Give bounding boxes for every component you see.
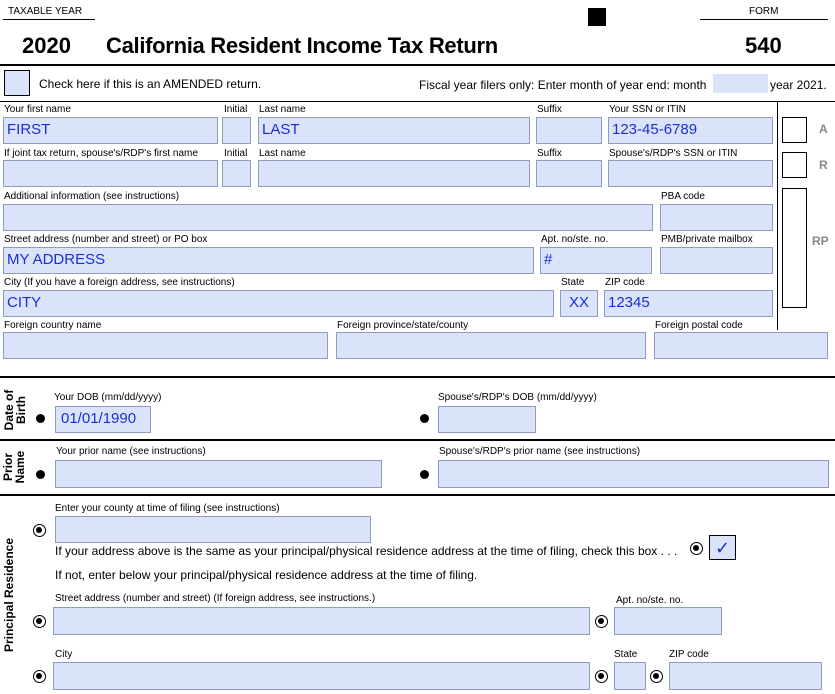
last-name-field[interactable]: LAST	[258, 117, 530, 144]
dob-section-line2: Birth	[14, 396, 28, 424]
county-radio[interactable]	[33, 524, 46, 537]
spouse-prior-name-field[interactable]	[438, 460, 829, 488]
residence-city-radio[interactable]	[33, 670, 46, 683]
spouse-prior-name-bullet	[420, 470, 429, 479]
box-a-label: A	[819, 122, 828, 136]
first-name-field[interactable]: FIRST	[3, 117, 218, 144]
ssn-field[interactable]: 123-45-6789	[608, 117, 773, 144]
prior-top-line	[0, 439, 835, 441]
residence-zip-radio[interactable]	[650, 670, 663, 683]
county-label: Enter your county at time of filing (see instructions)	[55, 503, 280, 514]
initial-label: Initial	[224, 104, 248, 115]
foreign-postal-field[interactable]	[654, 332, 828, 359]
last-name-label: Last name	[259, 104, 306, 115]
residence-state-radio[interactable]	[595, 670, 608, 683]
pba-code-label: PBA code	[661, 191, 705, 202]
pmb-field[interactable]	[660, 247, 773, 274]
spouse-last-name-field[interactable]	[258, 160, 530, 187]
prior-section-line1: Prior	[1, 453, 15, 482]
foreign-country-label: Foreign country name	[4, 320, 102, 331]
amended-label: Check here if this is an AMENDED return.	[39, 77, 262, 91]
suffix-field[interactable]	[536, 117, 602, 144]
spouse-dob-field[interactable]	[438, 406, 536, 433]
same-address-radio[interactable]	[690, 542, 703, 555]
dob-section-line1: Date of	[2, 389, 16, 431]
amended-checkbox[interactable]	[4, 70, 30, 96]
zip-field[interactable]: 12345	[604, 290, 773, 317]
zip-label: ZIP code	[605, 277, 645, 288]
tax-year: 2020	[22, 33, 71, 58]
form-title: California Resident Income Tax Return	[106, 33, 498, 58]
suffix-label: Suffix	[537, 104, 562, 115]
residence-street-radio[interactable]	[33, 615, 46, 628]
spouse-first-name-field[interactable]	[3, 160, 218, 187]
header-top-line-right	[700, 19, 828, 20]
amended-bottom-line	[0, 101, 835, 102]
additional-info-field[interactable]	[3, 204, 653, 231]
fiscal-prefix: Fiscal year filers only: Enter month of year end: month	[419, 78, 707, 92]
foreign-country-field[interactable]	[3, 332, 328, 359]
spouse-initial-field[interactable]	[222, 160, 251, 187]
prior-section-label	[2, 444, 28, 490]
spouse-dob-label: Spouse's/RDP's DOB (mm/dd/yyyy)	[438, 392, 597, 403]
your-prior-name-bullet	[36, 470, 45, 479]
residence-zip-field[interactable]	[669, 662, 822, 690]
box-rp-label: RP	[812, 234, 829, 248]
residence-city-label: City	[55, 649, 73, 660]
ssn-label: Your SSN or ITIN	[609, 104, 686, 115]
spouse-dob-bullet	[420, 414, 429, 423]
pba-code-field[interactable]	[660, 204, 773, 231]
residence-apt-label: Apt. no/ste. no.	[616, 595, 684, 606]
same-address-text: If your address above is the same as your principal/physical residence address at the time of filing, check this box . . .	[55, 544, 678, 558]
your-prior-name-field[interactable]	[55, 460, 382, 488]
spouse-ssn-field[interactable]	[608, 160, 773, 187]
box-a[interactable]	[782, 117, 807, 143]
pmb-label: PMB/private mailbox	[661, 234, 753, 245]
barcode-mark	[588, 8, 606, 26]
your-prior-name-label: Your prior name (see instructions)	[56, 446, 206, 457]
state-field[interactable]: XX	[560, 290, 598, 317]
city-field[interactable]: CITY	[3, 290, 554, 317]
initial-field[interactable]	[222, 117, 251, 144]
residence-section-label: Principal Residence	[2, 537, 16, 653]
residence-state-field[interactable]	[614, 662, 646, 690]
spouse-last-name-label: Last name	[259, 148, 306, 159]
same-address-checkbox[interactable]: ✓	[709, 535, 736, 560]
form-label: FORM	[749, 6, 779, 17]
header-bottom-line	[0, 64, 835, 66]
residence-apt-radio[interactable]	[595, 615, 608, 628]
spouse-prior-name-label: Spouse's/RDP's prior name (see instructions)	[439, 446, 641, 457]
residence-street-label: Street address (number and street) (If foreign address, see instructions.)	[55, 593, 376, 604]
apt-no-field[interactable]: #	[540, 247, 652, 274]
your-dob-label: Your DOB (mm/dd/yyyy)	[54, 392, 162, 403]
spouse-initial-label: Initial	[224, 148, 248, 159]
residence-street-field[interactable]	[53, 607, 590, 635]
box-r[interactable]	[782, 152, 807, 178]
street-address-label: Street address (number and street) or PO box	[4, 234, 208, 245]
apt-no-label: Apt. no/ste. no.	[541, 234, 609, 245]
foreign-postal-label: Foreign postal code	[655, 320, 743, 331]
header-top-line-left	[3, 19, 95, 20]
spouse-suffix-field[interactable]	[536, 160, 602, 187]
foreign-province-label: Foreign province/state/county	[337, 320, 469, 331]
residence-city-field[interactable]	[53, 662, 590, 690]
county-field[interactable]	[55, 516, 371, 543]
prior-section-line2: Name	[13, 450, 27, 484]
first-name-label: Your first name	[4, 104, 71, 115]
your-dob-field[interactable]: 01/01/1990	[55, 406, 151, 433]
spouse-first-name-label: If joint tax return, spouse's/RDP's first name	[4, 148, 198, 159]
residence-zip-label: ZIP code	[669, 649, 709, 660]
fiscal-suffix: year 2021.	[770, 78, 827, 92]
fiscal-month-field[interactable]	[713, 74, 768, 93]
street-address-field[interactable]: MY ADDRESS	[3, 247, 534, 274]
residence-top-line	[0, 494, 835, 496]
residence-state-label: State	[614, 649, 638, 660]
state-label: State	[561, 277, 585, 288]
not-same-text: If not, enter below your principal/physical residence address at the time of filing.	[55, 568, 478, 582]
dob-section-label	[3, 382, 29, 438]
your-dob-bullet	[36, 414, 45, 423]
taxable-year-label: TAXABLE YEAR	[8, 6, 83, 17]
side-divider	[777, 102, 778, 330]
box-r-label: R	[819, 158, 828, 172]
spouse-ssn-label: Spouse's/RDP's SSN or ITIN	[609, 148, 738, 159]
foreign-province-field[interactable]	[336, 332, 646, 359]
box-rp[interactable]	[782, 188, 807, 308]
spouse-suffix-label: Suffix	[537, 148, 562, 159]
dob-top-line	[0, 376, 835, 378]
form-number: 540	[745, 33, 782, 58]
residence-apt-field[interactable]	[614, 607, 722, 635]
city-label: City (If you have a foreign address, see instructions)	[4, 277, 235, 288]
additional-info-label: Additional information (see instructions)	[4, 191, 180, 202]
